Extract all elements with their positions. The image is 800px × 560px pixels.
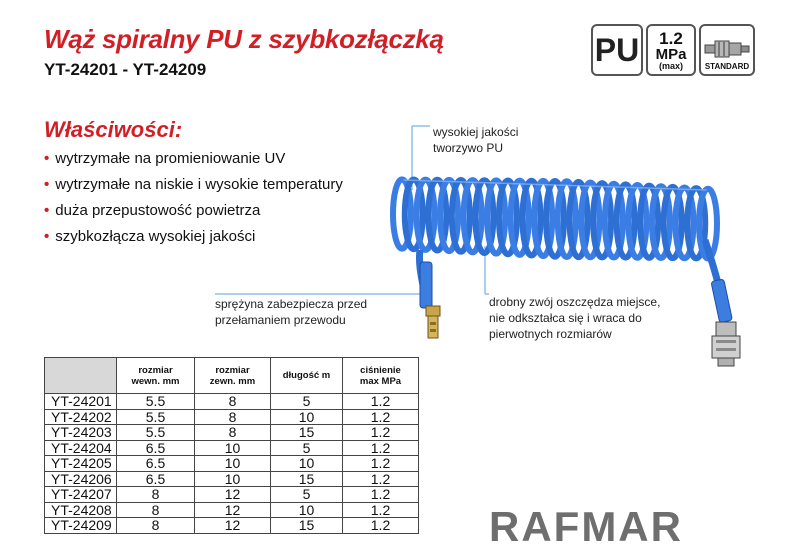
right-tail bbox=[705, 240, 732, 323]
table-cell: 10 bbox=[271, 502, 343, 518]
hose-coil bbox=[475, 180, 493, 253]
bullet-icon: • bbox=[44, 176, 50, 193]
material-label: PU bbox=[594, 31, 640, 68]
table-cell: 1.2 bbox=[343, 471, 419, 487]
hose-coil bbox=[558, 181, 576, 257]
table-cell: 15 bbox=[271, 471, 343, 487]
hose-coil bbox=[605, 184, 623, 258]
hose-coil bbox=[440, 180, 458, 251]
annotation-line: przełamaniem przewodu bbox=[215, 313, 346, 327]
table-cell: 8 bbox=[117, 487, 195, 503]
hose-coil bbox=[464, 180, 482, 252]
pressure-badge bbox=[646, 24, 696, 76]
right-coupler-fitting bbox=[712, 322, 740, 366]
table-cell: 15 bbox=[271, 425, 343, 441]
table-cell: 5.5 bbox=[117, 394, 195, 410]
hose-coils bbox=[393, 179, 717, 258]
hose-coil bbox=[617, 184, 635, 257]
table-cell: 10 bbox=[271, 456, 343, 472]
product-title: Wąż spiralny PU z szybkozłączką bbox=[44, 24, 444, 54]
table-cell: 1.2 bbox=[343, 487, 419, 503]
property-text: szybkozłącza wysokiej jakości bbox=[55, 228, 256, 245]
property-item bbox=[44, 198, 343, 224]
hose-coil bbox=[534, 181, 552, 256]
hose-coil bbox=[581, 183, 599, 258]
table-cell: 10 bbox=[195, 471, 271, 487]
table-cell: 1.2 bbox=[343, 425, 419, 441]
column-header-length: długość m bbox=[271, 358, 343, 394]
properties-heading: Właściwości: bbox=[44, 117, 183, 142]
table-cell: 6.5 bbox=[117, 471, 195, 487]
table-cell: 5 bbox=[271, 440, 343, 456]
annotation-line: sprężyna zabezpiecza przed bbox=[215, 297, 368, 311]
hose-coil bbox=[699, 189, 717, 259]
table-cell: 15 bbox=[271, 518, 343, 534]
table-cell: 8 bbox=[117, 518, 195, 534]
pressure-unit: MPa bbox=[655, 45, 687, 63]
hose-coil bbox=[428, 180, 446, 251]
product-code-range: YT-24201 - YT-24209 bbox=[44, 60, 207, 79]
hose-highlight bbox=[404, 180, 706, 190]
table-cell: 10 bbox=[195, 456, 271, 472]
table-cell: 1.2 bbox=[343, 409, 419, 425]
hose-coil bbox=[546, 181, 564, 257]
specification-table bbox=[44, 357, 419, 534]
property-text: duża przepustowość powietrza bbox=[55, 202, 261, 219]
hose-coil bbox=[640, 186, 658, 258]
left-plug-fitting bbox=[426, 306, 440, 338]
connector-badge bbox=[699, 24, 755, 76]
annotation-line: drobny zwój oszczędza miejsce, bbox=[489, 295, 661, 309]
table-cell: 10 bbox=[195, 440, 271, 456]
annotation-material bbox=[433, 124, 518, 156]
property-item bbox=[44, 224, 343, 250]
table-cell: 5.5 bbox=[117, 425, 195, 441]
hose-coil bbox=[593, 183, 611, 257]
table-cell: 12 bbox=[195, 487, 271, 503]
table-cell: 8 bbox=[195, 409, 271, 425]
product-code-cell: YT-24206 bbox=[45, 471, 117, 487]
table-cell: 5.5 bbox=[117, 409, 195, 425]
pressure-value: 1.2 bbox=[659, 28, 683, 48]
product-code-cell: YT-24202 bbox=[45, 409, 117, 425]
property-item bbox=[44, 146, 343, 172]
product-code-cell: YT-24208 bbox=[45, 502, 117, 518]
table-row bbox=[45, 394, 419, 410]
hose-coil bbox=[628, 185, 646, 258]
product-code-cell: YT-24203 bbox=[45, 425, 117, 441]
connector-label: STANDARD bbox=[704, 62, 750, 71]
table-cell: 12 bbox=[195, 518, 271, 534]
table-row bbox=[45, 487, 419, 503]
hose-coil bbox=[522, 181, 540, 256]
table-cell: 10 bbox=[271, 409, 343, 425]
table-cell: 5 bbox=[271, 487, 343, 503]
hose-coil bbox=[687, 188, 705, 258]
table-cell: 5 bbox=[271, 394, 343, 410]
table-cell: 12 bbox=[195, 502, 271, 518]
hose-coil bbox=[664, 187, 682, 258]
product-code-cell: YT-24201 bbox=[45, 394, 117, 410]
annotation-line: pierwotnych rozmiarów bbox=[489, 327, 612, 341]
pressure-note: (max) bbox=[658, 60, 683, 71]
property-text: wytrzymałe na niskie i wysokie temperatury bbox=[55, 176, 343, 193]
table-header-corner bbox=[45, 358, 117, 394]
bullet-icon: • bbox=[44, 228, 50, 245]
hose-coil bbox=[417, 180, 435, 250]
table-row bbox=[45, 518, 419, 534]
table-row bbox=[45, 471, 419, 487]
coupler-icon bbox=[704, 38, 750, 60]
table-cell: 1.2 bbox=[343, 518, 419, 534]
table-row bbox=[45, 440, 419, 456]
annotation-line: wysokiej jakości bbox=[433, 125, 519, 139]
hose-coil bbox=[499, 180, 517, 254]
column-header-inner-size: rozmiar wewn. mm bbox=[117, 358, 195, 394]
column-header-outer-size: rozmiar zewn. mm bbox=[195, 358, 271, 394]
hose-coil bbox=[675, 188, 693, 259]
hose-coil bbox=[652, 186, 670, 258]
brand-watermark: RAFMAR bbox=[489, 503, 683, 550]
properties-list bbox=[44, 146, 343, 250]
hose-coil bbox=[570, 182, 588, 257]
annotation-coil bbox=[489, 294, 660, 342]
table-cell: 8 bbox=[117, 502, 195, 518]
property-text: wytrzymałe na promieniowanie UV bbox=[55, 150, 286, 167]
table-cell: 1.2 bbox=[343, 456, 419, 472]
hose-coil bbox=[452, 180, 470, 252]
product-code-cell: YT-24205 bbox=[45, 456, 117, 472]
hose-coil bbox=[405, 179, 423, 249]
hose-coil bbox=[487, 180, 505, 253]
table-row bbox=[45, 502, 419, 518]
bullet-icon: • bbox=[44, 202, 50, 219]
product-code-cell: YT-24204 bbox=[45, 440, 117, 456]
table-row bbox=[45, 456, 419, 472]
annotation-spring bbox=[215, 296, 367, 328]
hose-coil bbox=[511, 181, 529, 255]
left-tail bbox=[419, 250, 432, 308]
table-cell: 6.5 bbox=[117, 440, 195, 456]
table-header-row bbox=[45, 358, 419, 394]
material-badge bbox=[591, 24, 643, 76]
product-code-cell: YT-24207 bbox=[45, 487, 117, 503]
bullet-icon: • bbox=[44, 150, 50, 167]
table-cell: 8 bbox=[195, 394, 271, 410]
annotation-line: nie odkształca się i wraca do bbox=[489, 311, 642, 325]
table-cell: 6.5 bbox=[117, 456, 195, 472]
table-row bbox=[45, 425, 419, 441]
property-item bbox=[44, 172, 343, 198]
feature-badges bbox=[591, 24, 755, 76]
hose-coil bbox=[393, 179, 411, 248]
product-code-cell: YT-24209 bbox=[45, 518, 117, 534]
table-cell: 1.2 bbox=[343, 502, 419, 518]
table-cell: 1.2 bbox=[343, 394, 419, 410]
table-cell: 1.2 bbox=[343, 440, 419, 456]
table-cell: 8 bbox=[195, 425, 271, 441]
column-header-pressure: ciśnienie max MPa bbox=[343, 358, 419, 394]
annotation-line: tworzywo PU bbox=[433, 141, 504, 155]
table-row bbox=[45, 409, 419, 425]
